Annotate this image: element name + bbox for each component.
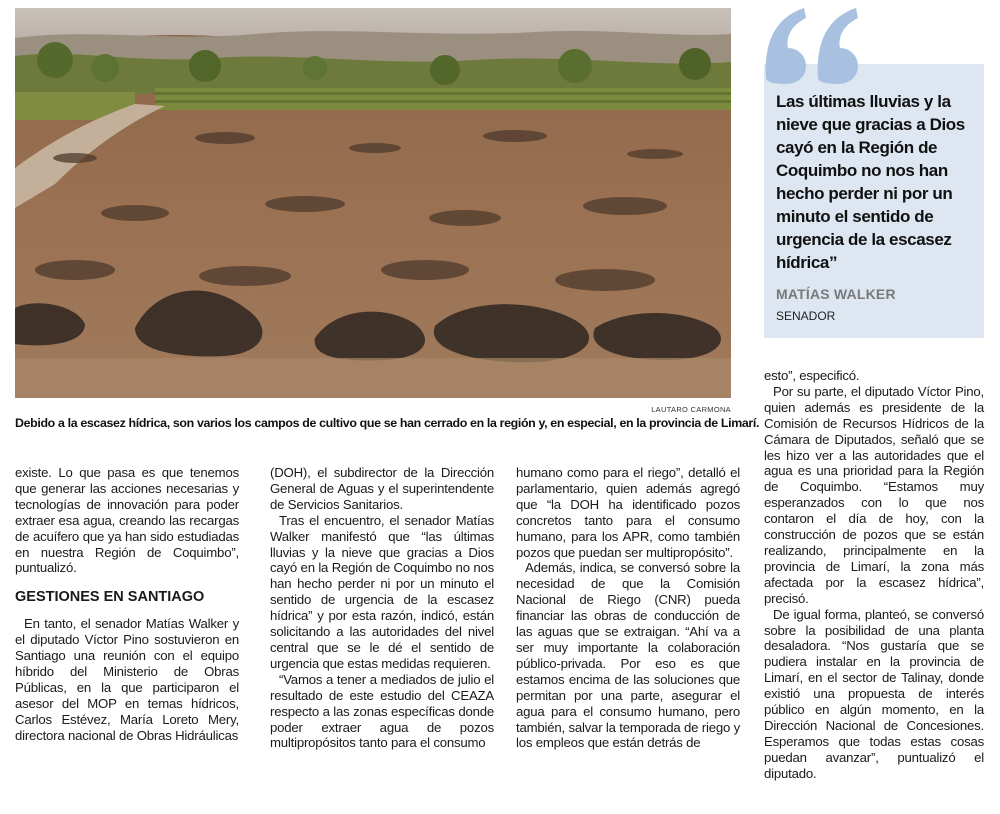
quote-mark-icon — [758, 4, 868, 84]
article-column-1 — [15, 465, 239, 744]
photo-caption: Debido a la escasez hídrica, son varios los campos de cultivo que se han cerrado en la región y, en especial, en la provincia de Limarí. — [15, 416, 760, 430]
article-column-2 — [270, 465, 494, 751]
photo-credit: LAUTARO CARMONA — [651, 405, 731, 414]
paragraph: esto”, especificó. — [764, 368, 860, 383]
paragraph: De igual forma, planteó, se conversó sobre la posibilidad de una planta desaladora. “Nos gustaría que se pudiera instalar en la provincia de Limarí, en el sector de Talinay, donde existió una propuesta de interés público en algún momento, en la Dirección Nacional de Concesiones. Esperamos que todas estas cosas puedan avanzar”, puntualizó el diputado. — [764, 606, 984, 781]
paragraph: Por su parte, el diputado Víctor Pino, quien además es presidente de la Comisión de Recursos Hídricos de la Cámara de Diputados, señaló que se les hizo ver a las autoridades que el agua es una prioridad para la Región de Coquimbo. “Estamos muy esperanzados con lo que nos contaron el día de hoy, con la construcción de pozos que se están realizando, principalmente en la provincia de Limarí, la zona más afectada por la escasez hídrica”, precisó. — [764, 383, 984, 606]
pull-quote-role: SENADOR — [776, 309, 836, 323]
paragraph: Tras el encuentro, el senador Matías Walker manifestó que “las últimas lluvias y la nieve que gracias a Dios cayó en la Región de Coquimbo no nos han hecho perder ni por un minuto el sentido de urgencia de la escasez hídrica” y por esta razón, indicó, están solicitando a las autoridades del nivel central que se le dé el sentido de urgencia que estas medidas requieren. — [270, 512, 494, 671]
paragraph: existe. Lo que pasa es que tenemos que generar las acciones necesarias y tecnologías de innovación para poder extraer esa agua, creando las recargas de acuífero que ya han sido estudiadas en nuestra Región de Coquimbo”, puntualizó. — [15, 465, 239, 576]
paragraph: “Vamos a tener a mediados de julio el resultado de este estudio del CEAZA respecto a las zonas específicas donde poder extraer agua de pozos multipropósitos tanto para el consumo — [270, 671, 494, 751]
paragraph: humano como para el riego”, detalló el parlamentario, quien además agregó que “la DOH ha identificado pozos concretos tanto para el consumo humano, para los APR, como también pozos que puedan ser multipropósito”. — [516, 465, 740, 560]
pull-quote-text: Las últimas lluvias y la nieve que gracias a Dios cayó en la Región de Coquimbo no nos han hecho perder ni por un minuto el sentido de urgencia de la escasez hídrica” — [776, 92, 965, 272]
open-quote-icon — [758, 4, 868, 84]
article-column-4 — [764, 368, 984, 782]
article-column-3 — [516, 465, 740, 751]
paragraph: Además, indica, se conversó sobre la necesidad de que la Comisión Nacional de Riego (CNR) pueda financiar las obras de conducción de las aguas que se extraigan. “Ahí va a ser muy importante la colaboración público-privada. Por eso es que estamos encima de las soluciones que permitan por una parte, asegurar el agua para el consumo humano, pero también, salvar la temporada de riego y los empleos que están detrás de — [516, 560, 740, 751]
article-photo — [15, 8, 731, 398]
paragraph: (DOH), el subdirector de la Dirección General de Aguas y el superintendente de Servicios Sanitarios. — [270, 465, 494, 512]
pull-quote-name: MATÍAS WALKER — [776, 286, 896, 302]
dry-field-image — [15, 8, 731, 398]
paragraph: En tanto, el senador Matías Walker y el diputado Víctor Pino sostuvieron en Santiago una reunión con el equipo híbrido del Ministerio de Obras Públicas, en la que participaron el asesor del MOP en temas hídricos, Carlos Estévez, María Loreto Mery, directora nacional de Obras Hidráulicas — [15, 616, 239, 743]
section-heading: GESTIONES EN SANTIAGO — [15, 589, 205, 606]
